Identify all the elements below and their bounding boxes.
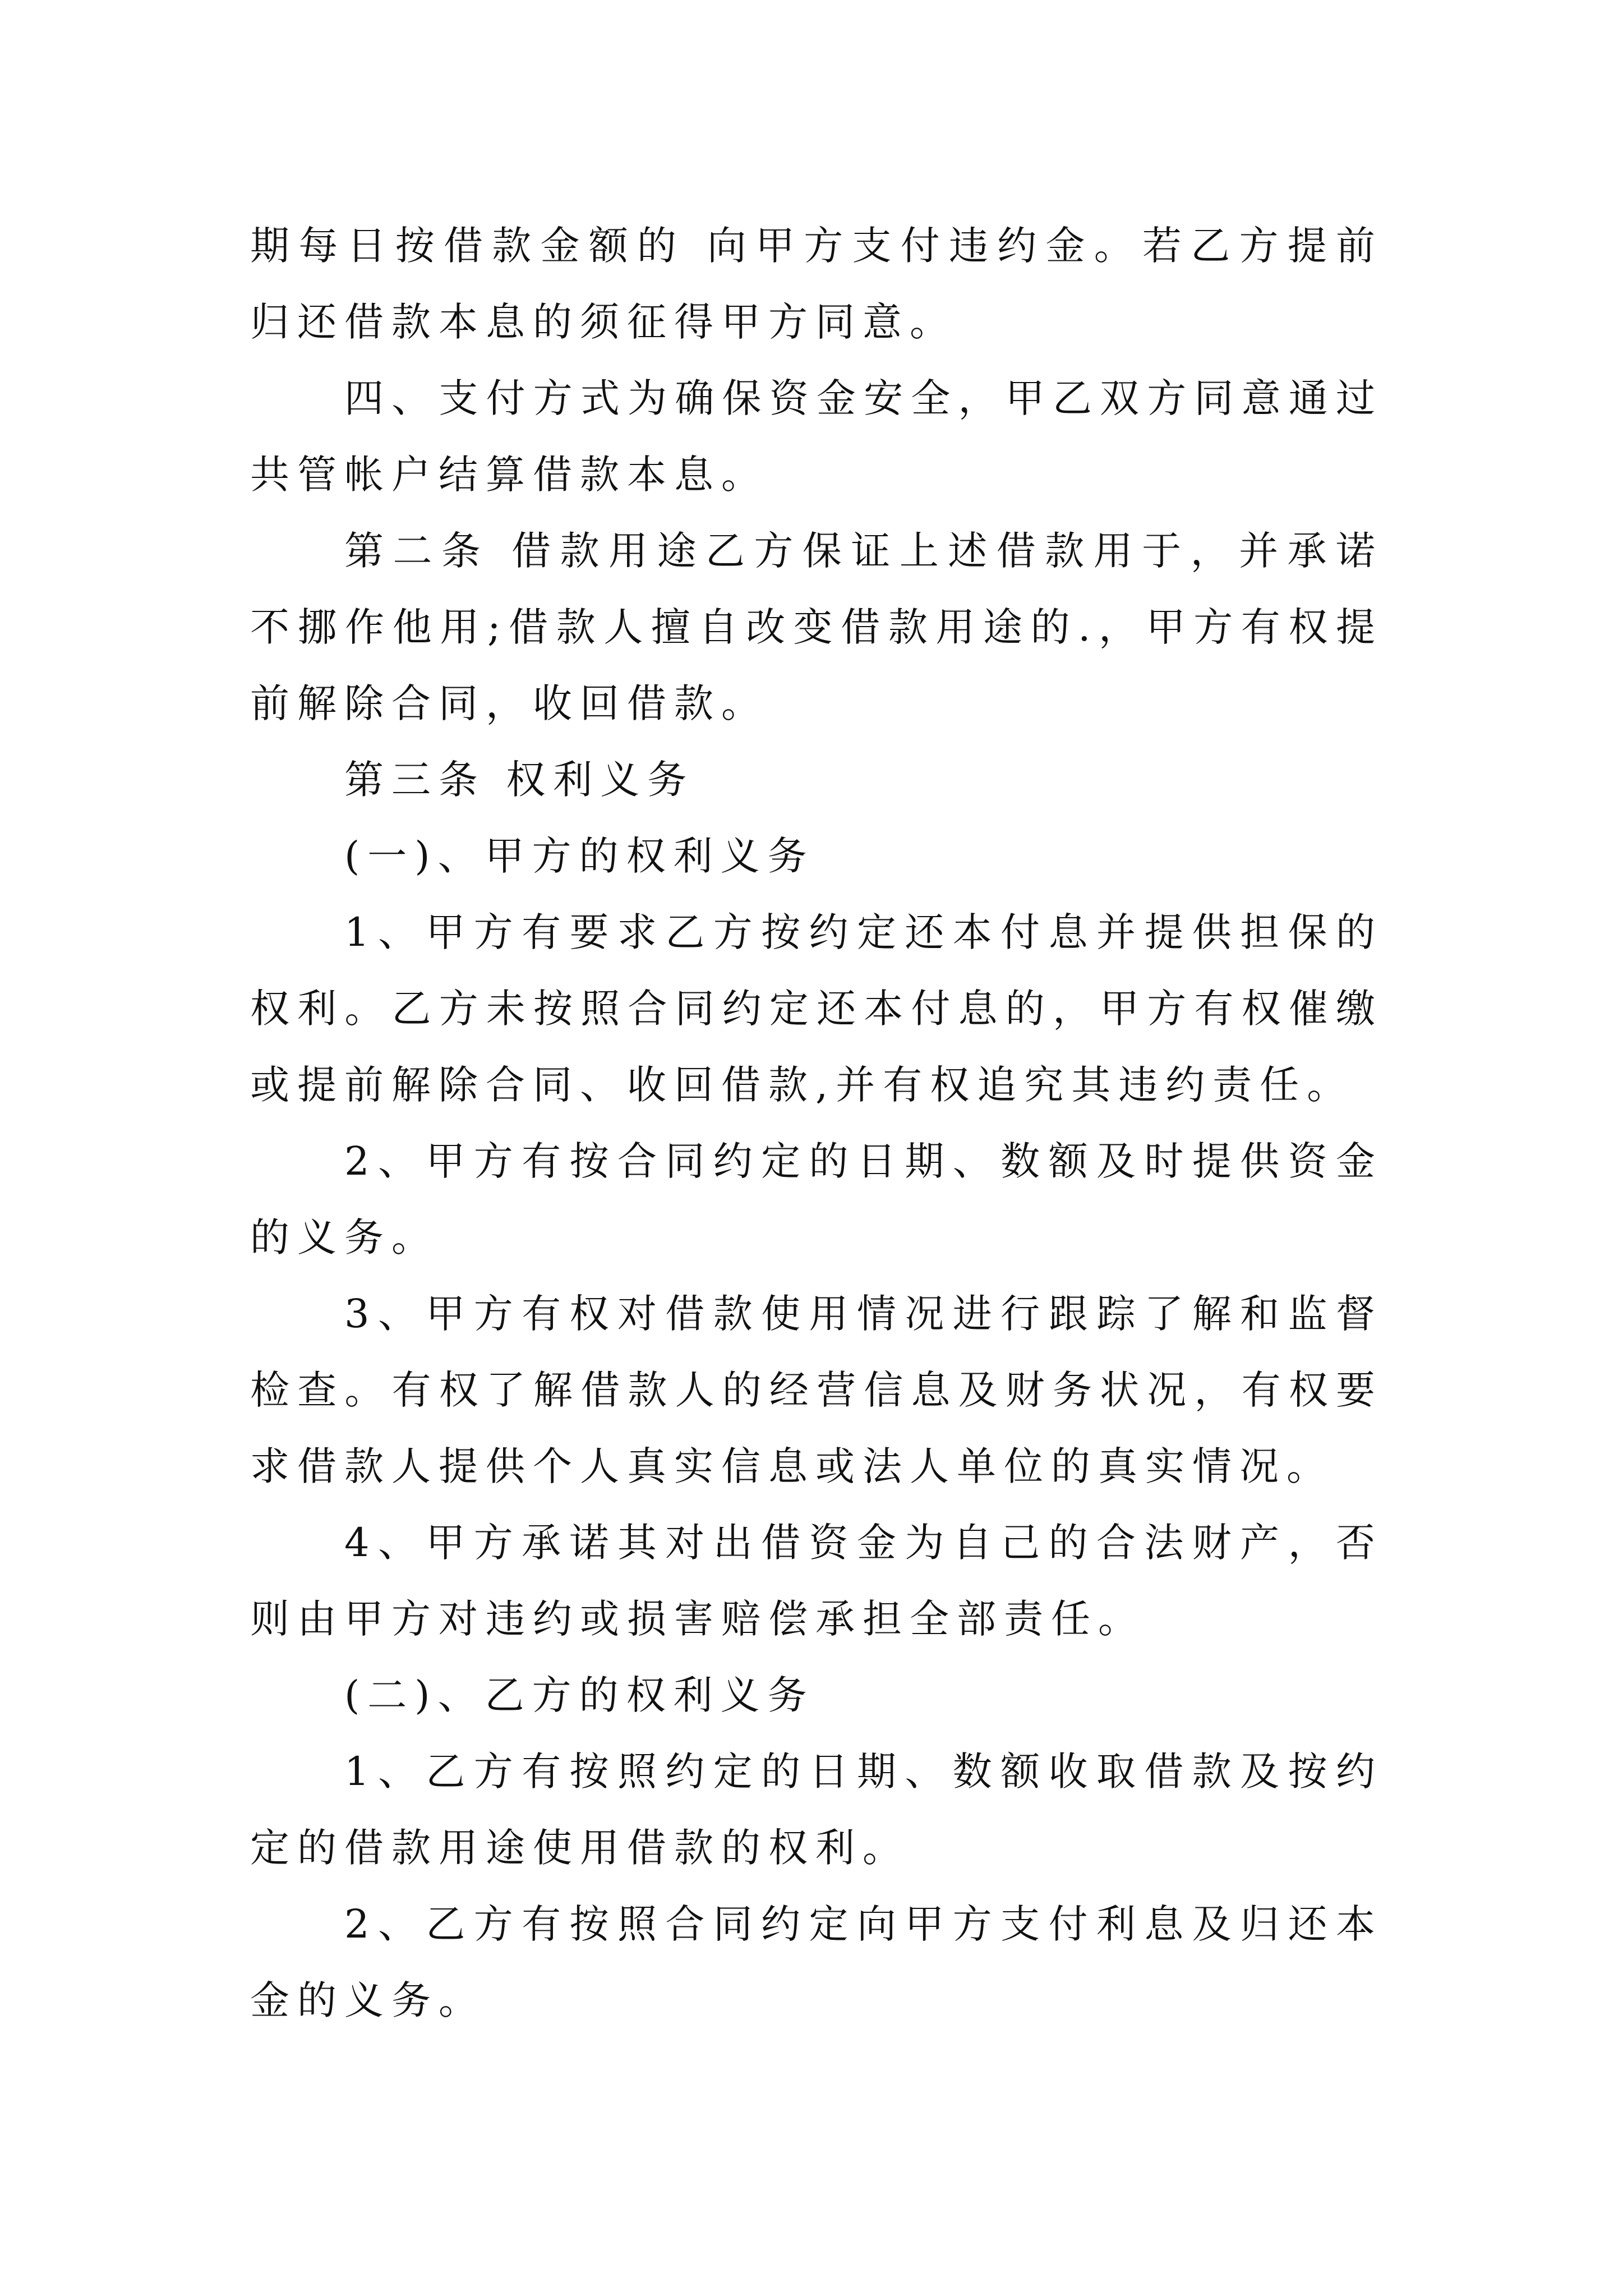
subsection-heading-2: (二)、乙方的权利义务 bbox=[344, 1672, 815, 1718]
paragraph-4: 1、甲方有要求乙方按约定还本付息并提供担保的权利。乙方未按照合同约定还本付息的，甲方有权催缴或提前解除合同、收回借款,并有权追究其违约责任。 bbox=[250, 909, 1383, 1108]
paragraph-9: 2、乙方有按照合同约定向甲方支付利息及归还本金的义务。 bbox=[250, 1901, 1383, 2023]
paragraph-2: 四、支付方式为确保资金安全，甲乙双方同意通过共管帐户结算借款本息。 bbox=[250, 375, 1383, 498]
paragraph-6: 3、甲方有权对借款使用情况进行跟踪了解和监督检查。有权了解借款人的经营信息及财务状况，有权要求借款人提供个人真实信息或法人单位的真实情况。 bbox=[250, 1291, 1383, 1489]
document-body bbox=[250, 208, 1383, 2039]
section-heading-3: 第三条 权利义务 bbox=[344, 757, 695, 803]
paragraph-3: 第二条 借款用途乙方保证上述借款用于，并承诺不挪作他用;借款人擅自改变借款用途的.，甲方有权提前解除合同，收回借款。 bbox=[250, 528, 1383, 726]
paragraph-8: 1、乙方有按照约定的日期、数额收取借款及按约定的借款用途使用借款的权利。 bbox=[250, 1749, 1383, 1871]
paragraph-1: 期每日按借款金额的 向甲方支付违约金。若乙方提前归还借款本息的须征得甲方同意。 bbox=[250, 223, 1383, 345]
paragraph-7: 4、甲方承诺其对出借资金为自己的合法财产，否则由甲方对违约或损害赔偿承担全部责任。 bbox=[250, 1520, 1383, 1642]
paragraph-5: 2、甲方有按合同约定的日期、数额及时提供资金的义务。 bbox=[250, 1138, 1383, 1260]
subsection-heading-1: (一)、甲方的权利义务 bbox=[344, 833, 815, 879]
